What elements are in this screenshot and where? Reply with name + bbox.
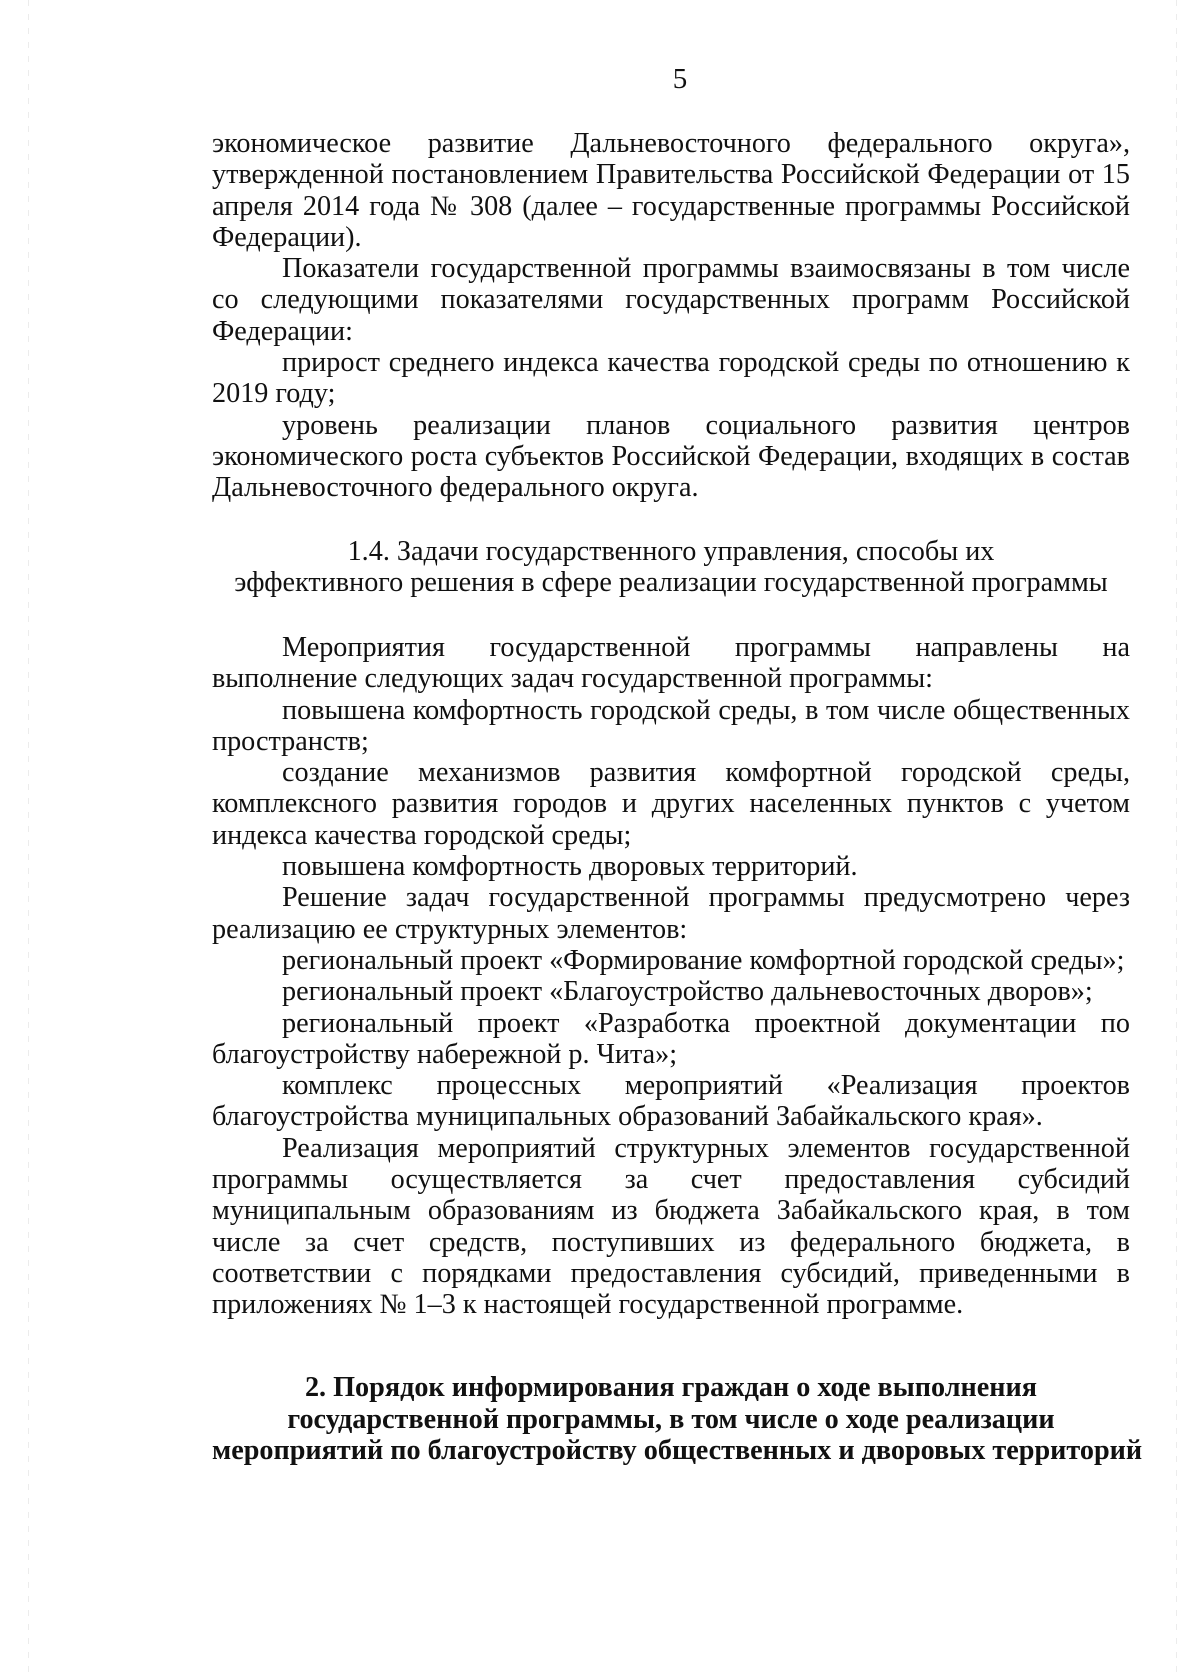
paragraph: экономическое развитие Дальневосточного федерального округа», утвержденной постановлением Правительства Российской Федерации от 15 апреля 2014 года № 308 (далее – государственные программы Российской Федерации). (212, 128, 1130, 253)
paragraph: повышена комфортность городской среды, в том числе общественных пространств; (212, 694, 1130, 757)
heading-line: 2. Порядок информирования граждан о ходе выполнения (304, 1372, 1038, 1403)
paragraph: региональный проект «Благоустройство дальневосточных дворов»; (282, 976, 1093, 1008)
scan-edge-left (28, 0, 29, 1678)
heading-line: эффективного решения в сфере реализации государственной программы (234, 567, 1108, 599)
paragraph: Решение задач государственной программы предусмотрено через реализацию ее структурных элементов: (212, 882, 1130, 945)
paragraph: комплекс процессных мероприятий «Реализация проектов благоустройства муниципальных образований Забайкальского края». (212, 1070, 1130, 1133)
paragraph: прирост среднего индекса качества городской среды по отношению к 2019 году; (212, 347, 1130, 410)
heading-line: мероприятий по благоустройству общественных и дворовых территорий (212, 1435, 1143, 1466)
heading-line: государственной программы, в том числе о ходе реализации (287, 1403, 1055, 1435)
paragraph: региональный проект «Формирование комфортной городской среды»; (282, 944, 1125, 976)
section-heading-1-4 (212, 536, 1130, 599)
paragraph: региональный проект «Разработка проектной документации по благоустройству набережной р. Чита»; (212, 1007, 1130, 1070)
paragraph: Показатели государственной программы взаимосвязаны в том числе со следующими показателями государственных программ Российской Федерации: (212, 253, 1130, 347)
intro-text-block (212, 128, 1130, 504)
paragraph: создание механизмов развития комфортной городской среды, комплексного развития городов и других населенных пунктов с учетом индекса качества городской среды; (212, 757, 1130, 851)
paragraph: повышена комфортность дворовых территорий. (282, 851, 858, 883)
paragraph: Реализация мероприятий структурных элементов государственной программы осуществляется за счет предоставления субсидий муниципальным образованиям из бюджета Забайкальского края, в том числе за счет средств, поступивших из федерального бюджета, в соответствии с порядками предоставления субсидий, приведенными в приложениях № 1–3 к настоящей государственной программе. (212, 1132, 1130, 1321)
section-heading-2 (212, 1372, 1143, 1467)
heading-line: 1.4. Задачи государственного управления, способы их (347, 536, 995, 567)
page-number: 5 (672, 63, 688, 95)
paragraph: Мероприятия государственной программы направлены на выполнение следующих задач государственной программы: (212, 632, 1130, 695)
tasks-text-block (212, 632, 1130, 1321)
paragraph: уровень реализации планов социального развития центров экономического роста субъектов Российской Федерации, входящих в состав Дальневосточного федерального округа. (212, 409, 1130, 504)
scan-edge-right (1176, 0, 1177, 1678)
